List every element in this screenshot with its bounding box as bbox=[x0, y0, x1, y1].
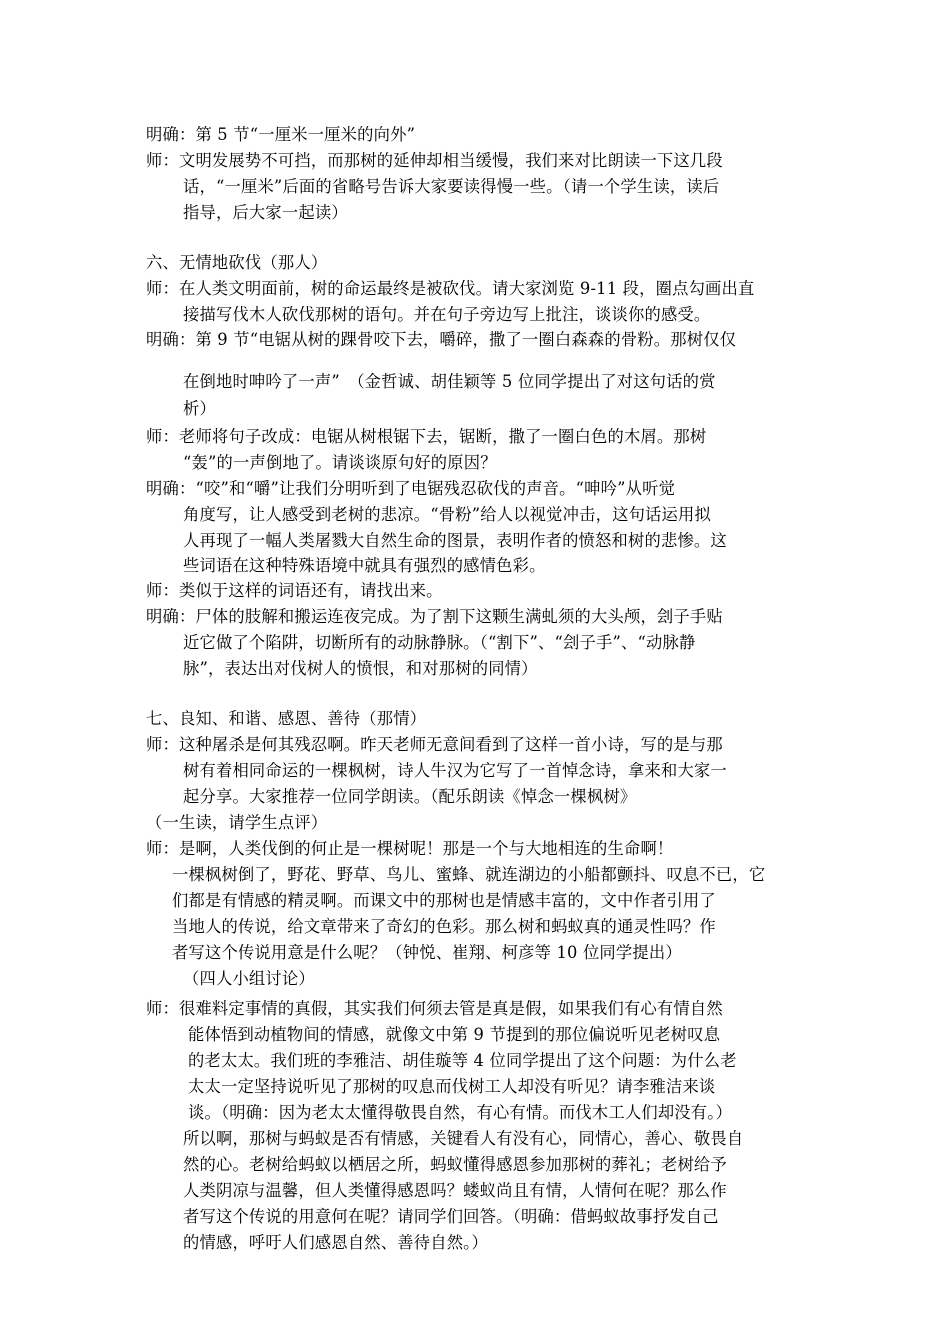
text-line: 师：很难料定事情的真假，其实我们何须去管是真是假，如果我们有心有情自然 bbox=[146, 999, 723, 1018]
text-line: 的情感，呼吁人们感恩自然、善待自然。） bbox=[183, 1233, 489, 1252]
text-line: 脉”，表达出对伐树人的愤恨，和对那树的同情） bbox=[183, 659, 538, 678]
text-line: 明确：第 5 节“一厘米一厘米的向外” bbox=[146, 125, 416, 144]
text-line: 一棵枫树倒了，野花、野草、鸟儿、蜜蜂、就连湖边的小船都颤抖、叹息不已，它 bbox=[172, 865, 766, 884]
text-line: 话，“一厘米”后面的省略号告诉大家要读得慢一些。（请一个学生读，读后 bbox=[183, 177, 720, 196]
text-line: “轰”的一声倒地了。请谈谈原句好的原因？ bbox=[183, 453, 497, 472]
text-line: 起分享。大家推荐一位同学朗读。（配乐朗读《悼念一棵枫树》 bbox=[183, 787, 637, 806]
text-line: 在倒地时呻吟了一声” （金哲诚、胡佳颖等 5 位同学提出了对这句话的赏 bbox=[183, 372, 716, 391]
text-line: 七、良知、和谐、感恩、善待（那情） bbox=[146, 709, 427, 728]
text-line: 指导，后大家一起读） bbox=[183, 203, 348, 222]
text-line: 近它做了个陷阱，切断所有的动脉静脉。（“割下”、“刽子手”、“动脉静 bbox=[183, 633, 696, 652]
text-line: 者写这个传说用意是什么呢？（钟悦、崔翔、柯彦等 10 位同学提出） bbox=[172, 943, 682, 962]
text-line: 师：是啊，人类伐倒的何止是一棵树呢！那是一个与大地相连的生命啊！ bbox=[146, 839, 674, 858]
text-line: 明确：“咬”和“嚼”让我们分明听到了电锯残忍砍伐的声音。“呻吟”从听觉 bbox=[146, 479, 676, 498]
text-line: 接描写伐木人砍伐那树的语句。并在句子旁边写上批注，谈谈你的感受。 bbox=[183, 305, 711, 324]
text-line: （一生读，请学生点评） bbox=[146, 813, 328, 832]
text-line: 当地人的传说，给文章带来了奇幻的色彩。那么树和蚂蚁真的通灵性吗？作 bbox=[172, 917, 716, 936]
text-line: 人类阴凉与温馨，但人类懂得感恩吗？蝼蚁尚且有情，人情何在呢？那么作 bbox=[183, 1181, 727, 1200]
text-line: （四人小组讨论） bbox=[183, 969, 315, 988]
text-line: 明确：第 9 节“电锯从树的踝骨咬下去，嚼碎，撒了一圈白森森的骨粉。那树仅仅 bbox=[146, 330, 737, 349]
text-line: 析） bbox=[183, 399, 216, 418]
text-line: 能体悟到动植物间的情感，就像文中第 9 节提到的那位偏说听见老树叹息 bbox=[188, 1025, 721, 1044]
text-line: 太太一定坚持说听见了那树的叹息而伐树工人却没有听见？请李雅洁来谈 bbox=[188, 1077, 716, 1096]
text-line: 师：在人类文明面前，树的命运最终是被砍伐。请大家浏览 9-11 段，圈点勾画出直 bbox=[146, 279, 755, 298]
text-line: 们都是有情感的精灵啊。而课文中的那树也是情感丰富的，文中作者引用了 bbox=[172, 891, 716, 910]
text-line: 师：文明发展势不可挡，而那树的延伸却相当缓慢，我们来对比朗读一下这几段 bbox=[146, 151, 723, 170]
text-line: 树有着相同命运的一棵枫树，诗人牛汉为它写了一首悼念诗，拿来和大家一 bbox=[183, 761, 727, 780]
text-line: 人再现了一幅人类屠戮大自然生命的图景，表明作者的愤怒和树的悲惨。这 bbox=[183, 531, 727, 550]
text-line: 师：类似于这样的词语还有，请找出来。 bbox=[146, 581, 443, 600]
text-line: 角度写，让人感受到老树的悲凉。“骨粉”给人以视觉冲击，这句话运用拟 bbox=[183, 505, 711, 524]
text-line: 的老太太。我们班的李雅洁、胡佳璇等 4 位同学提出了这个问题：为什么老 bbox=[188, 1051, 737, 1070]
text-line: 师：老师将句子改成：电锯从树根锯下去，锯断，撒了一圈白色的木屑。那树 bbox=[146, 427, 707, 446]
text-line: 所以啊，那树与蚂蚁是否有情感，关键看人有没有心，同情心，善心、敬畏自 bbox=[183, 1129, 744, 1148]
text-line: 明确：尸体的肢解和搬运连夜完成。为了割下这颗生满虬须的大头颅，刽子手贴 bbox=[146, 607, 723, 626]
text-line: 六、无情地砍伐（那人） bbox=[146, 253, 328, 272]
text-line: 些词语在这种特殊语境中就具有强烈的感情色彩。 bbox=[183, 556, 546, 575]
text-line: 者写这个传说的用意何在呢？请同学们回答。（明确：借蚂蚁故事抒发自己 bbox=[183, 1207, 719, 1226]
text-line: 然的心。老树给蚂蚁以栖居之所，蚂蚁懂得感恩参加那树的葬礼；老树给予 bbox=[183, 1155, 727, 1174]
text-line: 师：这种屠杀是何其残忍啊。昨天老师无意间看到了这样一首小诗，写的是与那 bbox=[146, 735, 723, 754]
text-line: 谈。（明确：因为老太太懂得敬畏自然，有心有情。而伐木工人们却没有。） bbox=[188, 1103, 733, 1122]
